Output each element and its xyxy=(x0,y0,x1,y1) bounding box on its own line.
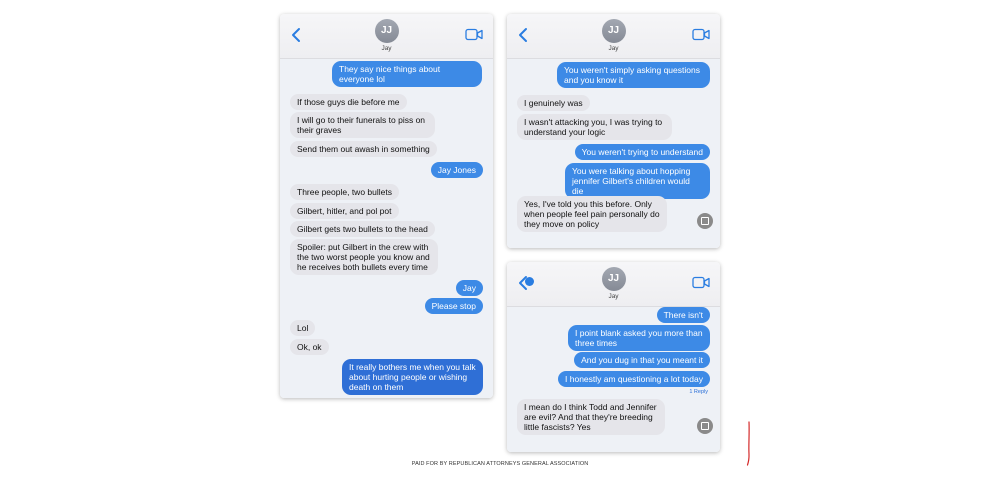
message-bubble-incoming[interactable]: Spoiler: put Gilbert in the crew with the two worst people you know and he receives both bullets every time xyxy=(290,239,438,275)
avatar[interactable]: JJ xyxy=(375,19,399,43)
message-bubble-incoming[interactable]: I genuinely was xyxy=(517,95,590,111)
message-bubble-outgoing[interactable]: And you dug in that you meant it xyxy=(574,352,710,368)
info-icon[interactable] xyxy=(525,277,534,286)
message-bubble-incoming[interactable]: I mean do I think Todd and Jennifer are evil? And that they're breeding little fascists? Yes xyxy=(517,399,665,435)
message-bubble-outgoing[interactable]: You weren't simply asking questions and you know it xyxy=(557,62,710,88)
message-bubble-outgoing[interactable]: There isn't xyxy=(657,307,710,323)
message-bubble-incoming[interactable]: Ok, ok xyxy=(290,339,329,355)
video-call-icon[interactable] xyxy=(465,28,483,41)
conversation-panel-1 xyxy=(280,14,493,398)
avatar[interactable]: JJ xyxy=(602,267,626,291)
message-bubble-outgoing[interactable]: It really bothers me when you talk about hurting people or wishing death on them xyxy=(342,359,483,395)
message-bubble-incoming[interactable]: Gilbert gets two bullets to the head xyxy=(290,221,435,237)
message-bubble-incoming[interactable]: Yes, I've told you this before. Only when people feel pain personally do they move on policy xyxy=(517,196,667,232)
message-bubble-outgoing[interactable]: Jay xyxy=(456,280,483,296)
message-bubble-incoming[interactable]: Gilbert, hitler, and pol pot xyxy=(290,203,399,219)
message-thread[interactable] xyxy=(507,59,720,248)
video-call-icon[interactable] xyxy=(692,276,710,289)
contact-name[interactable]: Jay xyxy=(608,45,619,52)
message-bubble-outgoing[interactable]: You weren't trying to understand xyxy=(575,144,710,160)
message-bubble-incoming[interactable]: Send them out awash in something xyxy=(290,141,437,157)
conversation-panel-2 xyxy=(507,14,720,248)
paid-for-disclaimer: PAID FOR BY REPUBLICAN ATTORNEYS GENERAL ASSOCIATION xyxy=(411,461,589,467)
reply-count-label[interactable]: 1 Reply xyxy=(689,389,708,395)
message-bubble-incoming[interactable]: I will go to their funerals to piss on their graves xyxy=(290,112,435,138)
screenshot-icon[interactable] xyxy=(697,213,713,229)
contact-name[interactable]: Jay xyxy=(608,293,619,300)
message-bubble-outgoing[interactable]: They say nice things about everyone lol xyxy=(332,61,482,87)
avatar[interactable]: JJ xyxy=(602,19,626,43)
message-bubble-outgoing[interactable]: You were talking about hopping jennifer Gilbert's children would die xyxy=(565,163,710,199)
back-chevron-icon[interactable] xyxy=(288,26,304,44)
message-thread[interactable] xyxy=(280,59,493,398)
red-annotation-mark xyxy=(746,421,751,466)
video-call-icon[interactable] xyxy=(692,28,710,41)
message-thread[interactable] xyxy=(507,307,720,452)
conversation-header xyxy=(507,262,720,307)
screenshot-icon[interactable] xyxy=(697,418,713,434)
contact-name[interactable]: Jay xyxy=(381,45,392,52)
message-bubble-outgoing[interactable]: I honestly am questioning a lot today xyxy=(558,371,710,387)
conversation-header xyxy=(507,14,720,59)
message-bubble-incoming[interactable]: Lol xyxy=(290,320,315,336)
message-bubble-outgoing[interactable]: I point blank asked you more than three times xyxy=(568,325,710,351)
message-bubble-outgoing[interactable]: Jay Jones xyxy=(431,162,483,178)
message-bubble-outgoing[interactable]: Please stop xyxy=(425,298,483,314)
conversation-header xyxy=(280,14,493,59)
message-bubble-incoming[interactable]: Three people, two bullets xyxy=(290,184,399,200)
back-chevron-icon[interactable] xyxy=(515,26,531,44)
message-bubble-incoming[interactable]: I wasn't attacking you, I was trying to understand your logic xyxy=(517,114,672,140)
conversation-panel-3 xyxy=(507,262,720,452)
message-bubble-incoming[interactable]: If those guys die before me xyxy=(290,94,407,110)
